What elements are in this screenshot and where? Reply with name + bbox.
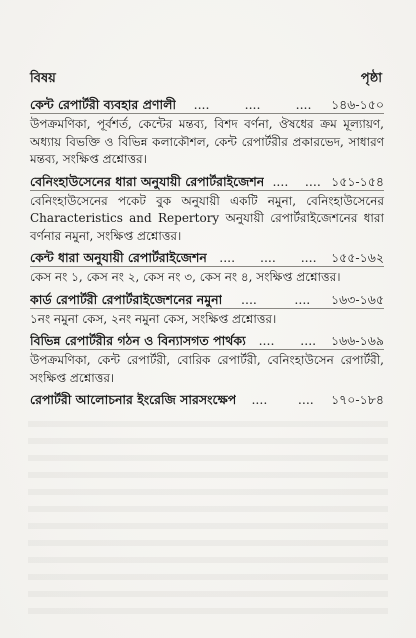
entry-title: কেন্ট রেপার্টরী ব্যবহার প্রণালী	[30, 97, 177, 112]
dot-leader: ....	[297, 392, 314, 407]
dot-leader: ....	[272, 173, 289, 189]
dot-leader: ....	[300, 333, 317, 348]
entry-heading	[30, 96, 384, 114]
dot-leaders	[264, 173, 329, 190]
entry-heading	[30, 391, 384, 408]
toc-entry	[30, 96, 384, 169]
page-range: ১৫১-১৫৪	[331, 173, 384, 189]
toc-entry	[30, 332, 384, 387]
subject-column-label: বিষয়	[30, 71, 56, 86]
dot-leader: ....	[251, 392, 268, 407]
entry-title: রেপার্টরী আলোচনার ইংরেজি সারসংক্ষেপ	[30, 392, 237, 407]
page-range: ১৫৫-১৬২	[331, 250, 384, 265]
entry-title: বিভিন্ন রেপার্টরীর গঠন ও বিন্যাসগত পার্থক্য	[30, 333, 246, 348]
table-of-contents	[30, 70, 384, 412]
dot-leader: ....	[259, 250, 276, 265]
dot-leader: ....	[219, 250, 236, 265]
page-range: ১৭০-১৮৪	[331, 392, 384, 407]
dot-leaders	[207, 249, 329, 266]
dot-leaders	[246, 332, 329, 349]
dot-leader: ....	[300, 250, 317, 265]
dot-leader: ....	[258, 333, 275, 348]
page-column-label: পৃষ্ঠা	[360, 71, 382, 86]
dot-leaders	[236, 391, 329, 408]
entry-heading	[30, 291, 384, 309]
dot-leader: ....	[244, 97, 261, 112]
dot-leader: ....	[304, 173, 321, 189]
page-range: ১৬৩-১৬৫	[331, 291, 384, 307]
entry-description: উপক্রমণিকা, পূর্বশর্ত, কেন্টের মন্তব্য, বিশদ বর্ণনা, ঔষধের ক্রম মূল্যায়ণ, অধ্যায় বিভক্তি ও বিভিন্ন কলাকৌশল, কেন্ট রেপার্টরীর প্রকারভেদ, সাধারণ মন্তব্য, সংক্ষিপ্ত প্রশ্নোত্তর।	[30, 117, 384, 166]
dot-leader: ....	[193, 97, 210, 112]
toc-entry	[30, 391, 384, 408]
entry-heading	[30, 173, 384, 191]
entry-description: ১নং নমুনা কেস, ২নং নমুনা কেস, সংক্ষিপ্ত প্রশ্নোত্তর।	[30, 311, 277, 326]
toc-entry	[30, 249, 384, 287]
paper-show-through-texture	[28, 410, 388, 625]
entry-title: কেন্ট ধারা অনুযায়ী রেপার্টরাইজেশন	[30, 250, 207, 265]
entry-heading	[30, 249, 384, 267]
toc-entry	[30, 173, 384, 246]
entry-description: উপক্রমণিকা, কেন্ট রেপার্টরী, বোরিক রেপার্টরী, বেনিংহাউসেন রেপার্টরী, সংক্ষিপ্ত প্রশ্নোত্তর।	[30, 353, 384, 385]
entry-title: কার্ড রেপার্টরী রেপার্টরাইজেশনের নমুনা	[30, 291, 223, 307]
entry-title: বেনিংহাউসেনের ধারা অনুযায়ী রেপার্টরাইজেশন	[30, 173, 265, 189]
dot-leaders	[222, 291, 329, 308]
entry-heading	[30, 332, 384, 350]
entry-description: বেনিংহাউসেনের পকেট বুক অনুযায়ী একটি নমুনা, বেনিংহাউসেনের Characteristics and Repertory অনুযায়ী রেপার্টরাইজেশনের ধারা বর্ণনার নমুনা, সংক্ষিপ্ত প্রশ্নোত্তর।	[30, 193, 384, 243]
dot-leaders	[176, 96, 329, 113]
page-range: ১৬৬-১৬৯	[331, 333, 384, 348]
page-range: ১৪৬-১৫০	[331, 97, 384, 112]
entry-description: কেস নং ১, কেস নং ২, কেস নং ৩, কেস নং ৪, সংক্ষিপ্ত প্রশ্নোত্তর।	[30, 270, 341, 284]
dot-leader: ....	[241, 291, 257, 307]
dot-leader: ....	[294, 291, 311, 307]
toc-entry	[30, 291, 384, 329]
dot-leader: ....	[295, 97, 312, 112]
toc-header	[30, 70, 384, 88]
